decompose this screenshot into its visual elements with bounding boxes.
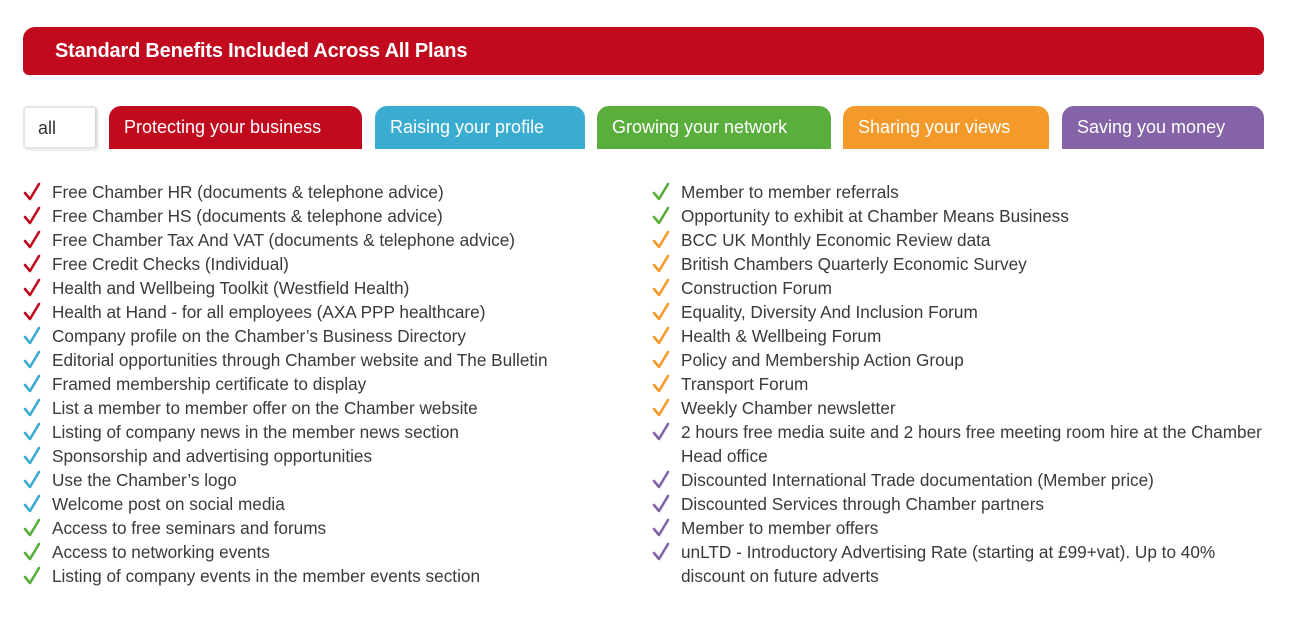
benefit-text: Framed membership certificate to display [52,374,367,394]
checkmark-icon [23,350,41,370]
checkmark-icon [652,278,670,298]
benefit-list-item [652,300,1272,324]
tab-growing-your-network[interactable]: Growing your network [597,106,831,149]
checkmark-icon [652,254,670,274]
benefit-list-item [23,372,623,396]
benefit-text: Health at Hand - for all employees (AXA PPP healthcare) [52,302,486,322]
benefit-list-item [23,444,623,468]
benefit-text: Free Credit Checks (Individual) [52,254,289,274]
benefit-list-item [23,516,623,540]
checkmark-icon [652,230,670,250]
benefits-list-left [23,180,623,588]
benefit-text: Equality, Diversity And Inclusion Forum [681,302,978,322]
benefit-text: Free Chamber HR (documents & telephone advice) [52,182,444,202]
benefit-list-item [652,540,1272,588]
checkmark-icon [23,254,41,274]
benefit-text: Transport Forum [681,374,809,394]
filter-all-button[interactable]: all [23,106,97,149]
benefit-list-item [23,276,623,300]
benefit-text: Health & Wellbeing Forum [681,326,882,346]
benefit-list-item [23,564,623,588]
benefit-text: Access to free seminars and forums [52,518,327,538]
checkmark-icon [652,422,670,442]
checkmark-icon [652,326,670,346]
tab-sharing-your-views[interactable]: Sharing your views [843,106,1049,149]
benefit-list-item [23,252,623,276]
checkmark-icon [23,542,41,562]
benefit-text: Discounted International Trade documentation (Member price) [681,470,1154,490]
tab-raising-your-profile[interactable]: Raising your profile [375,106,585,149]
benefit-list-item [652,468,1272,492]
checkmark-icon [23,278,41,298]
benefit-text: Free Chamber HS (documents & telephone advice) [52,206,443,226]
benefit-list-item [23,420,623,444]
benefit-text: Member to member offers [681,518,879,538]
benefit-list-item [23,492,623,516]
checkmark-icon [652,182,670,202]
checkmark-icon [23,374,41,394]
checkmark-icon [652,398,670,418]
checkmark-icon [652,206,670,226]
benefit-text: 2 hours free media suite and 2 hours free meeting room hire at the Chamber Head office [681,422,1262,466]
checkmark-icon [23,182,41,202]
benefit-text: Welcome post on social media [52,494,285,514]
checkmark-icon [652,518,670,538]
benefit-list-item [23,396,623,420]
checkmark-icon [652,302,670,322]
benefit-text: Use the Chamber’s logo [52,470,237,490]
page-title: Standard Benefits Included Across All Plans [55,40,468,62]
checkmark-icon [652,374,670,394]
checkmark-icon [23,302,41,322]
benefit-list-item [23,228,623,252]
benefit-text: Discounted Services through Chamber partners [681,494,1045,514]
checkmark-icon [652,470,670,490]
benefit-list-item [652,492,1272,516]
benefit-text: Company profile on the Chamber’s Business Directory [52,326,466,346]
benefit-text: Free Chamber Tax And VAT (documents & telephone advice) [52,230,516,250]
benefit-text: Editorial opportunities through Chamber website and The Bulletin [52,350,548,370]
benefit-list-item [23,468,623,492]
header-bar [23,27,1264,75]
benefit-list-item [652,348,1272,372]
benefit-list-item [652,372,1272,396]
tab-saving-you-money[interactable]: Saving you money [1062,106,1264,149]
benefit-list-item [23,300,623,324]
checkmark-icon [23,206,41,226]
benefit-list-item [652,324,1272,348]
benefit-text: unLTD - Introductory Advertising Rate (starting at £99+vat). Up to 40% discount on future adverts [681,542,1216,586]
benefit-text: Health and Wellbeing Toolkit (Westfield Health) [52,278,410,298]
benefit-list-item [23,180,623,204]
benefit-list-item [652,420,1272,468]
checkmark-icon [23,422,41,442]
checkmark-icon [23,470,41,490]
checkmark-icon [23,494,41,514]
benefit-list-item [652,180,1272,204]
checkmark-icon [23,518,41,538]
benefit-text: Member to member referrals [681,182,899,202]
benefit-list-item [23,348,623,372]
checkmark-icon [652,542,670,562]
benefit-list-item [23,204,623,228]
checkmark-icon [23,398,41,418]
benefit-text: Access to networking events [52,542,270,562]
checkmark-icon [23,326,41,346]
benefit-list-item [652,228,1272,252]
tab-protecting-your-business[interactable]: Protecting your business [109,106,362,149]
benefit-list-item [652,252,1272,276]
benefit-text: Weekly Chamber newsletter [681,398,896,418]
benefit-list-item [652,396,1272,420]
benefits-list-right [652,180,1272,588]
benefit-list-item [652,516,1272,540]
benefit-text: British Chambers Quarterly Economic Survey [681,254,1027,274]
benefit-list-item [23,324,623,348]
checkmark-icon [652,350,670,370]
checkmark-icon [652,494,670,514]
benefit-text: Listing of company news in the member news section [52,422,459,442]
benefit-text: Opportunity to exhibit at Chamber Means Business [681,206,1069,226]
benefit-list-item [652,276,1272,300]
benefit-text: BCC UK Monthly Economic Review data [681,230,991,250]
benefit-text: Construction Forum [681,278,832,298]
checkmark-icon [23,230,41,250]
benefit-text: Sponsorship and advertising opportunities [52,446,373,466]
benefit-text: Policy and Membership Action Group [681,350,964,370]
checkmark-icon [23,446,41,466]
benefit-list-item [652,204,1272,228]
benefit-list-item [23,540,623,564]
checkmark-icon [23,566,41,586]
benefit-text: List a member to member offer on the Chamber website [52,398,478,418]
benefit-text: Listing of company events in the member events section [52,566,481,586]
